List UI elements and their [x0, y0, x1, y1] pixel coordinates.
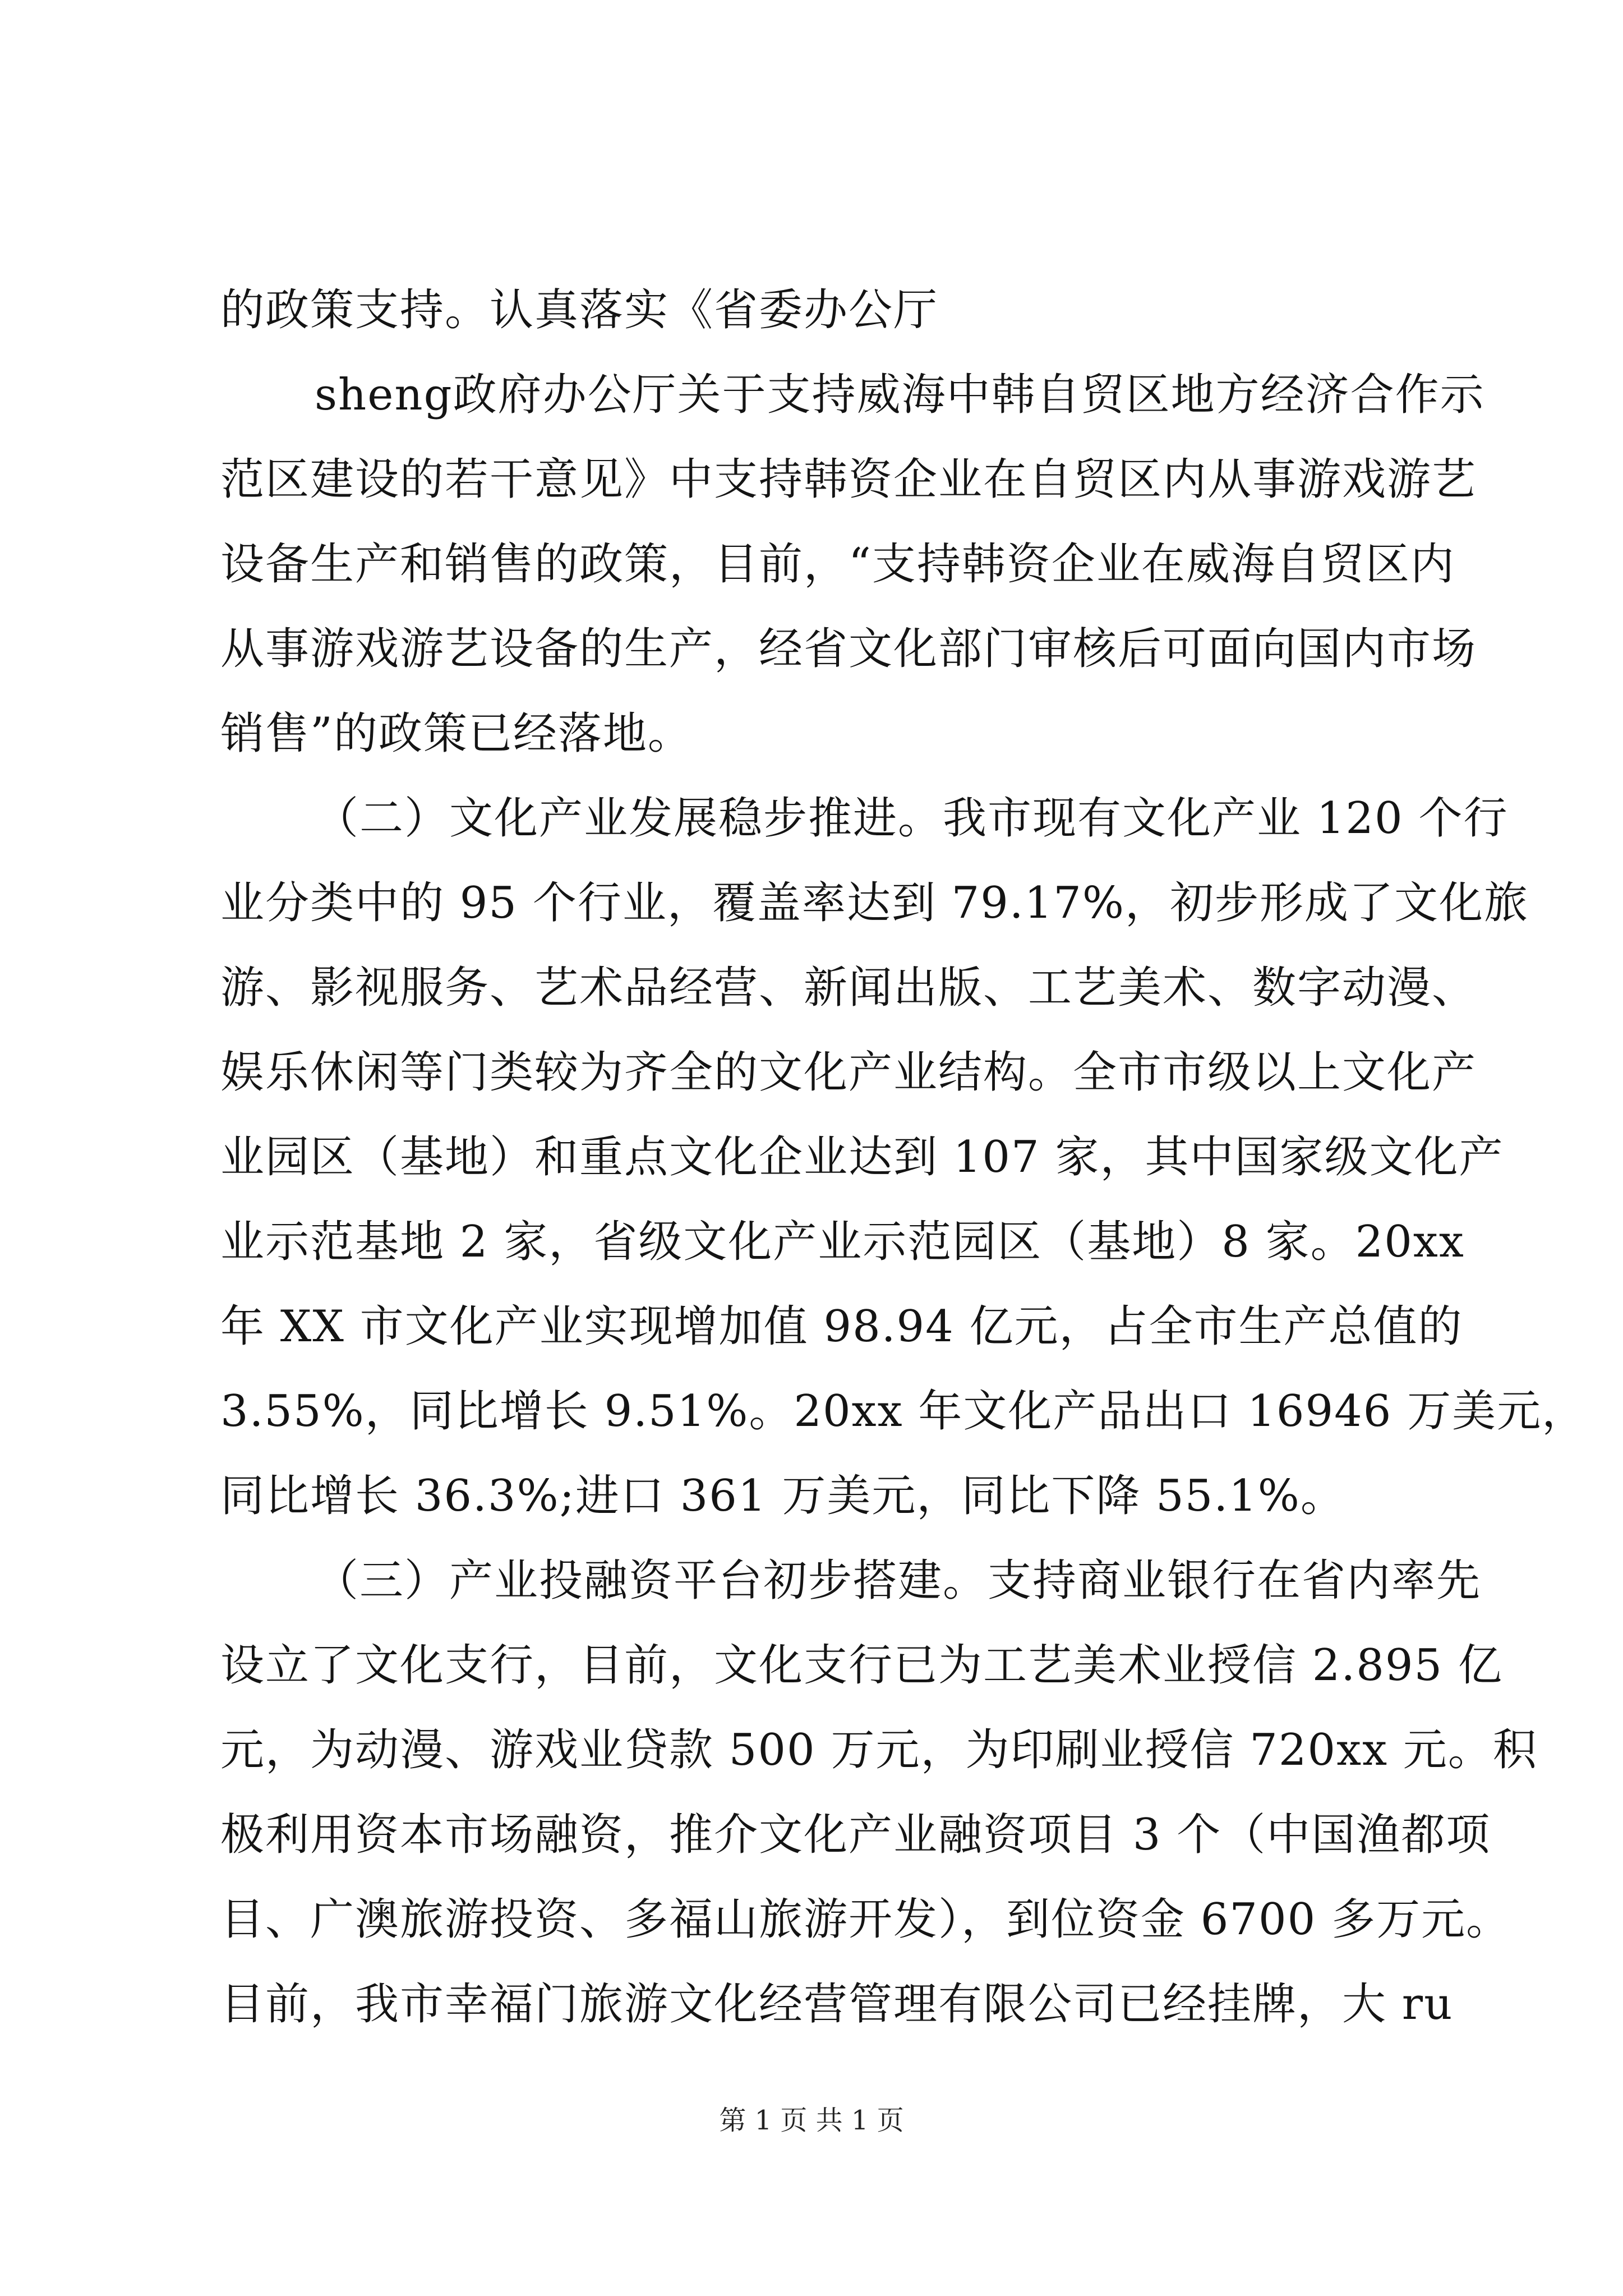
- text-line-16: （三）产业投融资平台初步搭建。支持商业银行在省内率先: [315, 1556, 1482, 1606]
- text-line-2: sheng政府办公厅关于支持威海中韩自贸区地方经济合作示: [315, 370, 1485, 420]
- text-line-11: 业园区（基地）和重点文化企业达到 107 家，其中国家级文化产: [220, 1132, 1504, 1182]
- text-line-19: 极利用资本市场融资，推介文化产业融资项目 3 个（中国渔都项: [220, 1810, 1491, 1860]
- text-line-6: 销售”的政策已经落地。: [220, 708, 693, 759]
- text-line-14: 3.55%，同比增长 9.51%。20xx 年文化产品出口 16946 万美元，: [220, 1386, 1587, 1437]
- page-number-footer: 第 1 页 共 1 页: [719, 2105, 904, 2136]
- text-line-3: 范区建设的若干意见》中支持韩资企业在自贸区内从事游戏游艺: [220, 454, 1477, 505]
- text-line-17: 设立了文化支行，目前，文化支行已为工艺美术业授信 2.895 亿: [220, 1640, 1503, 1691]
- text-line-10: 娱乐休闲等门类较为齐全的文化产业结构。全市市级以上文化产: [220, 1047, 1477, 1098]
- text-line-21: 目前，我市幸福门旅游文化经营管理有限公司已经挂牌，大 ru: [220, 1979, 1454, 2030]
- text-line-8: 业分类中的 95 个行业，覆盖率达到 79.17%，初步形成了文化旅: [220, 878, 1529, 928]
- text-line-7: （二）文化产业发展稳步推进。我市现有文化产业 120 个行: [315, 793, 1509, 844]
- document-body: [220, 268, 1587, 2047]
- text-line-13: 年 XX 市文化产业实现增加值 98.94 亿元，占全市生产总值的: [220, 1301, 1463, 1352]
- text-line-9: 游、影视服务、艺术品经营、新闻出版、工艺美术、数字动漫、: [220, 963, 1477, 1013]
- text-line-5: 从事游戏游艺设备的生产，经省文化部门审核后可面向国内市场: [220, 624, 1477, 674]
- text-line-18: 元，为动漫、游戏业贷款 500 万元，为印刷业授信 720xx 元。积: [220, 1725, 1538, 1775]
- text-line-20: 目、广澳旅游投资、多福山旅游开发），到位资金 6700 多万元。: [220, 1894, 1511, 1945]
- text-line-4: 设备生产和销售的政策，目前，“支持韩资企业在威海自贸区内: [220, 539, 1455, 590]
- text-line-12: 业示范基地 2 家，省级文化产业示范园区（基地）8 家。20xx: [220, 1217, 1465, 1267]
- text-line-1: 的政策支持。认真落实《省委办公厅: [220, 285, 939, 335]
- text-line-15: 同比增长 36.3%;进口 361 万美元，同比下降 55.1%。: [220, 1471, 1345, 1521]
